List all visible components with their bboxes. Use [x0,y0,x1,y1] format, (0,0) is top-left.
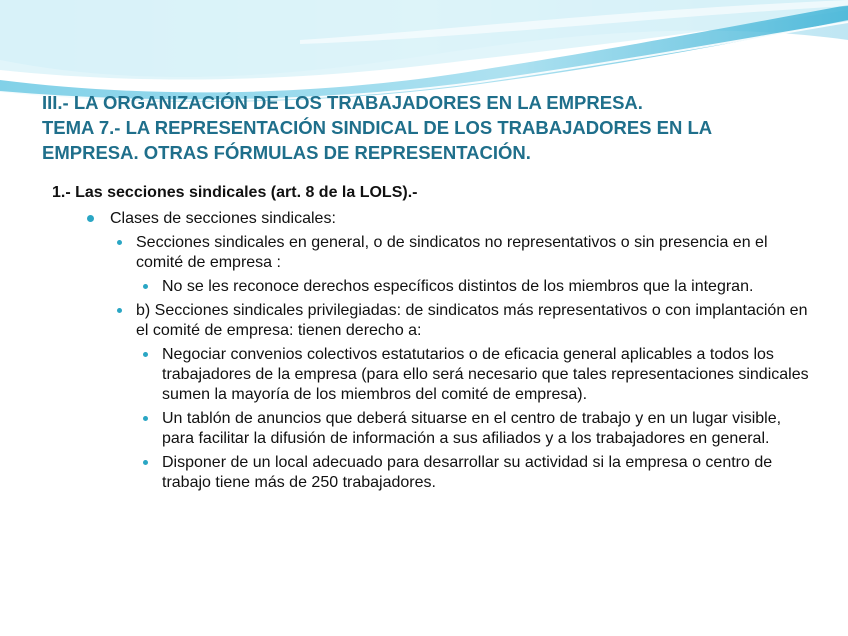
bullet-icon [143,416,148,421]
list-item-level3 [136,233,812,273]
title-line-1: III.- LA ORGANIZACIÓN DE LOS TRABAJADORES EN LA EMPRESA. [42,92,643,113]
list-item-text: Un tablón de anuncios que deberá situarse en el centro de trabajo y en un lugar visible, para facilitar la difusión de información a sus afiliados y a los trabajadores en general. [162,410,782,447]
slide-title [42,90,832,165]
title-line-2: TEMA 7.- LA REPRESENTACIÓN SINDICAL DE LOS TRABAJADORES EN LA [42,117,713,138]
title-line-3: EMPRESA. OTRAS FÓRMULAS DE REPRESENTACIÓN. [42,142,531,163]
bullet-icon [117,308,122,313]
list-item-text: Disponer de un local adecuado para desarrollar su actividad si la empresa o centro de trabajo tiene más de 250 trabajadores. [162,454,773,491]
bullet-icon [117,240,122,245]
list-item-text: Secciones sindicales en general, o de sindicatos no representativos o sin presencia en el comité de empresa : [136,234,768,271]
section-heading: 1.- Las secciones sindicales (art. 8 de la LOLS).- [52,184,418,201]
bullet-icon [143,352,148,357]
list-item-text: b) Secciones sindicales privilegiadas: de sindicatos más representativos o con implantación en el comité de empresa: tienen derecho a: [136,302,808,339]
list-item-level4 [162,345,812,405]
list-item-level2 [110,209,812,229]
list-item-level4 [162,453,812,493]
bullet-icon [87,215,94,222]
slide-body [52,183,812,493]
list-item-text: Negociar convenios colectivos estatutarios o de eficacia general aplicables a todos los trabajadores de la empresa (para ello será necesario que tales representaciones sindicales sumen la mayoría de los miembros del comité de empresa). [162,346,809,403]
list-item-text: No se les reconoce derechos específicos distintos de los miembros que la integran. [162,278,754,295]
list-item-level4 [162,277,812,297]
list-item-level3 [136,301,812,341]
bullet-icon [143,284,148,289]
bullet-icon [143,460,148,465]
list-item-text: Clases de secciones sindicales: [110,210,336,227]
list-item-level4 [162,409,812,449]
